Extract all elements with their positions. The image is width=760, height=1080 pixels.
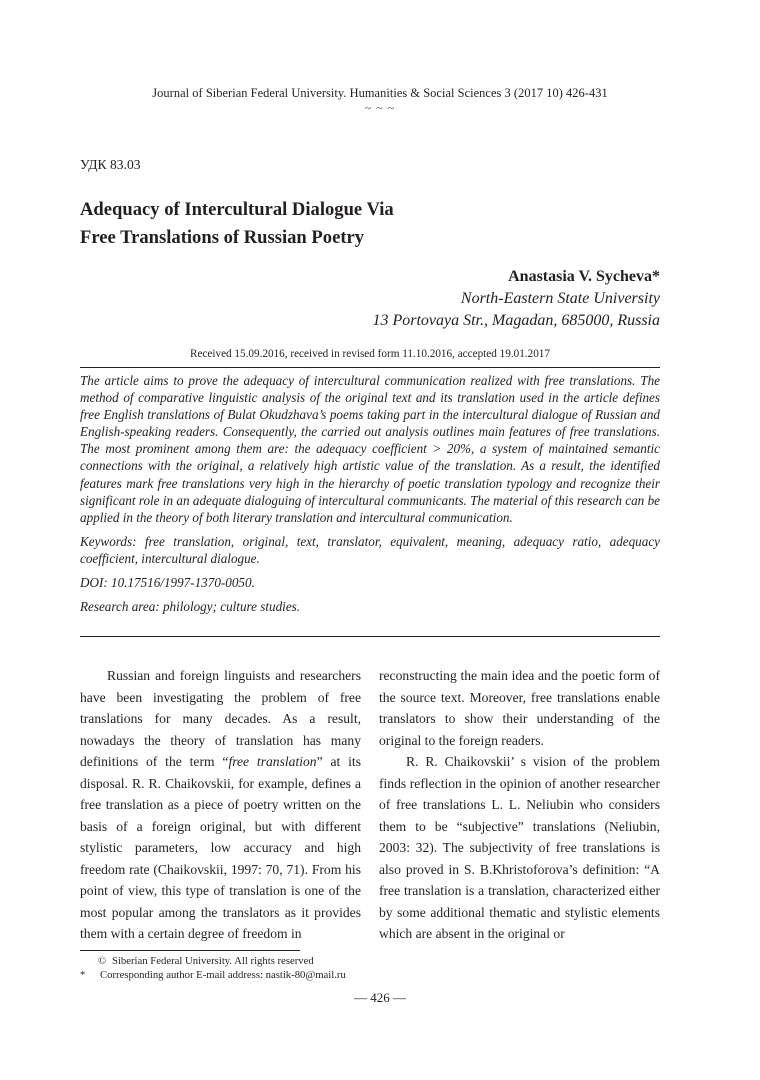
body-paragraph: R. R. Chaikovskii’ s vision of the problem finds reflection in the opinion of another researcher of free translations L. L. Neliubin who considers them to be “subjective” translations (Neliubin, 2003: 32). The subjectivity of free translations is also proved in S. B.Khristoforova’s definition: “A free translation is a translation, characterized either by some additional thematic and stylistic elements which are absent in the original or (379, 754, 660, 941)
footnotes (80, 954, 346, 982)
body-column-left (80, 665, 361, 945)
journal-header: Journal of Siberian Federal University. Humanities & Social Sciences 3 (2017 10) 426-431 (152, 86, 608, 100)
body-emphasis: free translation (228, 754, 317, 769)
doi: DOI: 10.17516/1997-1370-0050. (80, 575, 255, 591)
corresponding-footnote (80, 968, 346, 982)
abstract-block (80, 372, 660, 615)
keywords: Keywords: free translation, original, text, translator, equivalent, meaning, adequacy ratio, adequacy coefficient, intercultural dialogue. (80, 533, 660, 566)
article-title-line-2: Free Translations of Russian Poetry (80, 227, 365, 248)
body-column-right (379, 665, 660, 945)
author-affiliation: North-Eastern State University (460, 290, 660, 307)
abstract-top-rule (80, 367, 660, 368)
page-number: — 426 — (354, 990, 406, 1005)
author-name: Anastasia V. Sycheva* (508, 268, 660, 285)
abstract-text: The article aims to prove the adequacy of intercultural communication realized with free translations. The method of comparative linguistic analysis of the original text and its translation used in the article defines free English translations of Bulat Okudzhava’s poems taking part in the intercultural dialogue of Russian and English-speaking readers. Consequently, the carried out analysis outlines main features of free translations. The most prominent among them are: the adequacy coefficient > 20%, a system of maintained semantic connections with the original, a relatively high artistic value of the translation. As a result, the identified features mark free translations very high in the hierarchy of poetic translation typology and recognize their significant role in an adequate dialoguing of intercultural communicants. The material of this research can be applied in the theory of both literary translation and intercultural communication. (80, 373, 660, 525)
udk-code: УДК 83.03 (80, 157, 141, 172)
body-paragraph (80, 665, 361, 945)
copyright-mark: © (98, 955, 107, 967)
copyright-footnote (80, 954, 346, 968)
body-paragraph: reconstructing the main idea and the poetic form of the source text. Moreover, free translations enable translators to show their understanding of the original to the foreign readers. (379, 668, 660, 748)
body-text: ” at its disposal. R. R. Chaikovskii, for example, defines a free translation as a piece of poetry written on the basis of a foreign original, but with different stylistic parameters, low accuracy and high freedom rate (Chaikovskii, 1997: 70, 71). From his point of view, this type of translation is one of the most popular among the translators as it provides them with a certain degree of freedom in (80, 754, 361, 941)
corresponding-text: Corresponding author E-mail address: nastik-80@mail.ru (100, 969, 346, 981)
article-title (80, 196, 394, 252)
copyright-text: Siberian Federal University. All rights reserved (112, 955, 314, 967)
header-ornament: ~ ~ ~ (364, 101, 396, 115)
author-block (372, 266, 660, 332)
footnote-rule (80, 950, 300, 951)
footnote-asterisk: * (80, 969, 86, 981)
received-dates: Received 15.09.2016, received in revised form 11.10.2016, accepted 19.01.2017 (190, 348, 550, 360)
author-address: 13 Portovaya Str., Magadan, 685000, Russia (372, 312, 660, 329)
abstract-bottom-rule (80, 636, 660, 637)
article-title-line-1: Adequacy of Intercultural Dialogue Via (80, 199, 394, 220)
body-text: Russian and foreign linguists and researchers have been investigating the problem of free translations for many decades. As a result, nowadays the theory of translation has many definitions of the term “ (80, 668, 361, 769)
research-area: Research area: philology; culture studies. (80, 599, 301, 615)
